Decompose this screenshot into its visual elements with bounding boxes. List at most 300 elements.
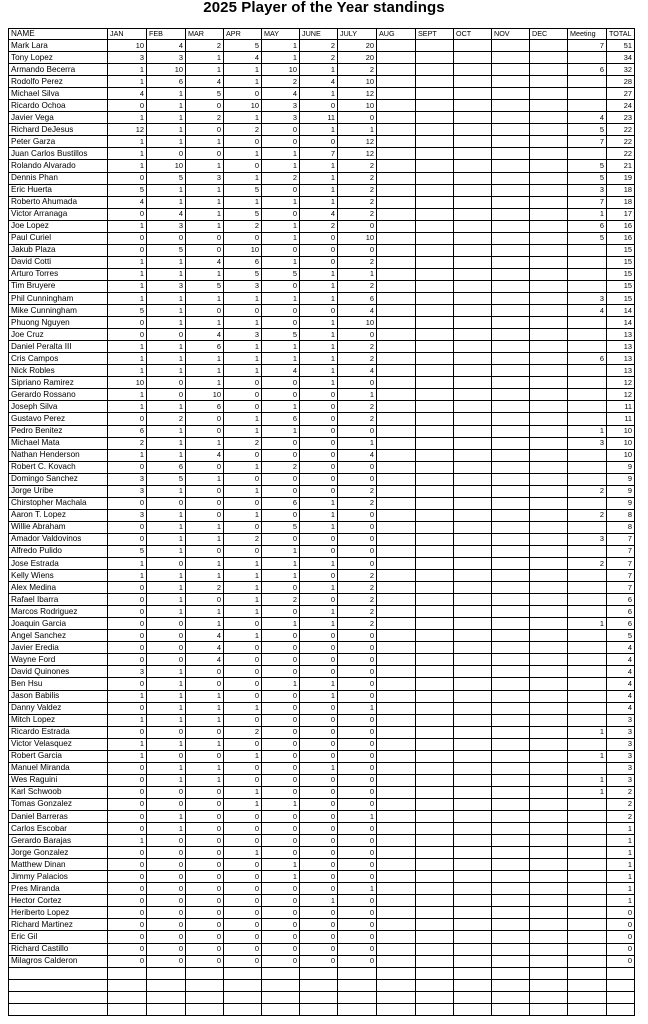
jan-cell: 0 <box>108 678 147 690</box>
feb-cell: 0 <box>147 148 186 160</box>
table-row <box>9 485 635 497</box>
nov-cell <box>492 823 530 835</box>
oct-cell <box>454 642 492 654</box>
column-header-nov: NOV <box>492 29 530 40</box>
table-row <box>9 931 635 943</box>
sept-cell <box>416 184 454 196</box>
oct-cell <box>454 244 492 256</box>
aug-cell <box>377 594 416 606</box>
june-cell: 0 <box>300 714 338 726</box>
may-cell: 0 <box>262 630 300 642</box>
aug-cell <box>377 220 416 232</box>
table-row <box>9 124 635 136</box>
june-cell: 4 <box>300 208 338 220</box>
jan-cell <box>108 967 147 979</box>
apr-cell: 1 <box>224 847 262 859</box>
nov-cell <box>492 702 530 714</box>
dec-cell <box>530 497 568 509</box>
feb-cell: 1 <box>147 425 186 437</box>
aug-cell <box>377 305 416 317</box>
mar-cell: 0 <box>186 666 224 678</box>
jan-cell: 0 <box>108 654 147 666</box>
meeting-cell <box>568 666 607 678</box>
oct-cell <box>454 100 492 112</box>
total-cell: 11 <box>607 401 635 413</box>
table-row <box>9 329 635 341</box>
june-cell: 0 <box>300 401 338 413</box>
jan-cell: 0 <box>108 955 147 967</box>
total-cell: 10 <box>607 449 635 461</box>
dec-cell <box>530 208 568 220</box>
july-cell: 12 <box>338 148 377 160</box>
june-cell: 2 <box>300 52 338 64</box>
sept-cell <box>416 895 454 907</box>
may-cell: 1 <box>262 570 300 582</box>
feb-cell: 1 <box>147 702 186 714</box>
mar-cell: 0 <box>186 124 224 136</box>
table-row <box>9 762 635 774</box>
meeting-cell: 7 <box>568 196 607 208</box>
dec-cell <box>530 413 568 425</box>
may-cell: 2 <box>262 172 300 184</box>
sept-cell <box>416 967 454 979</box>
aug-cell <box>377 907 416 919</box>
nov-cell <box>492 762 530 774</box>
player-name-cell: Chirstopher Machala <box>9 497 108 509</box>
sept-cell <box>416 521 454 533</box>
june-cell: 1 <box>300 268 338 280</box>
feb-cell: 0 <box>147 895 186 907</box>
player-name-cell <box>9 979 108 991</box>
oct-cell <box>454 738 492 750</box>
meeting-cell <box>568 594 607 606</box>
may-cell: 1 <box>262 148 300 160</box>
aug-cell <box>377 40 416 52</box>
oct-cell <box>454 823 492 835</box>
table-row <box>9 738 635 750</box>
nov-cell <box>492 40 530 52</box>
player-name-cell: Gerardo Barajas <box>9 835 108 847</box>
july-cell: 0 <box>338 847 377 859</box>
sept-cell <box>416 112 454 124</box>
table-row <box>9 317 635 329</box>
july-cell: 20 <box>338 40 377 52</box>
total-cell: 15 <box>607 292 635 304</box>
june-cell: 1 <box>300 88 338 100</box>
apr-cell: 0 <box>224 714 262 726</box>
column-header-may: MAY <box>262 29 300 40</box>
sept-cell <box>416 823 454 835</box>
jan-cell: 0 <box>108 883 147 895</box>
table-row <box>9 64 635 76</box>
aug-cell <box>377 509 416 521</box>
feb-cell: 0 <box>147 654 186 666</box>
table-row <box>9 919 635 931</box>
sept-cell <box>416 268 454 280</box>
jan-cell: 10 <box>108 40 147 52</box>
apr-cell: 0 <box>224 389 262 401</box>
aug-cell <box>377 148 416 160</box>
nov-cell <box>492 594 530 606</box>
total-cell: 23 <box>607 112 635 124</box>
june-cell: 7 <box>300 148 338 160</box>
aug-cell <box>377 750 416 762</box>
aug-cell <box>377 341 416 353</box>
oct-cell <box>454 136 492 148</box>
apr-cell: 1 <box>224 702 262 714</box>
dec-cell <box>530 521 568 533</box>
meeting-cell <box>568 931 607 943</box>
dec-cell <box>530 786 568 798</box>
june-cell: 11 <box>300 112 338 124</box>
dec-cell <box>530 112 568 124</box>
oct-cell <box>454 811 492 823</box>
table-row <box>9 702 635 714</box>
june-cell: 0 <box>300 931 338 943</box>
dec-cell <box>530 762 568 774</box>
oct-cell <box>454 979 492 991</box>
total-cell: 8 <box>607 521 635 533</box>
july-cell: 2 <box>338 172 377 184</box>
feb-cell: 0 <box>147 943 186 955</box>
july-cell: 0 <box>338 931 377 943</box>
player-name-cell: Manuel Miranda <box>9 762 108 774</box>
june-cell: 0 <box>300 256 338 268</box>
sept-cell <box>416 1003 454 1015</box>
july-cell: 0 <box>338 220 377 232</box>
apr-cell: 0 <box>224 305 262 317</box>
july-cell: 0 <box>338 955 377 967</box>
july-cell: 0 <box>338 545 377 557</box>
sept-cell <box>416 353 454 365</box>
player-name-cell: Jorge Gonzalez <box>9 847 108 859</box>
jan-cell: 1 <box>108 353 147 365</box>
oct-cell <box>454 594 492 606</box>
may-cell: 0 <box>262 449 300 461</box>
july-cell: 0 <box>338 425 377 437</box>
apr-cell: 0 <box>224 919 262 931</box>
feb-cell: 0 <box>147 377 186 389</box>
table-row <box>9 955 635 967</box>
player-name-cell: Mitch Lopez <box>9 714 108 726</box>
jan-cell: 0 <box>108 244 147 256</box>
player-name-cell: Javier Vega <box>9 112 108 124</box>
june-cell: 0 <box>300 594 338 606</box>
july-cell: 0 <box>338 726 377 738</box>
apr-cell <box>224 991 262 1003</box>
nov-cell <box>492 859 530 871</box>
feb-cell: 0 <box>147 389 186 401</box>
may-cell: 0 <box>262 726 300 738</box>
table-row <box>9 160 635 172</box>
dec-cell <box>530 630 568 642</box>
total-cell: 7 <box>607 582 635 594</box>
meeting-cell <box>568 762 607 774</box>
total-cell: 1 <box>607 859 635 871</box>
table-row <box>9 341 635 353</box>
mar-cell: 0 <box>186 413 224 425</box>
apr-cell: 2 <box>224 437 262 449</box>
aug-cell <box>377 955 416 967</box>
feb-cell: 0 <box>147 329 186 341</box>
apr-cell: 0 <box>224 642 262 654</box>
mar-cell: 1 <box>186 558 224 570</box>
table-row <box>9 811 635 823</box>
apr-cell: 0 <box>224 160 262 172</box>
player-name-cell: Phuong Nguyen <box>9 317 108 329</box>
apr-cell: 0 <box>224 497 262 509</box>
july-cell: 4 <box>338 305 377 317</box>
may-cell: 1 <box>262 160 300 172</box>
may-cell: 1 <box>262 232 300 244</box>
table-row <box>9 52 635 64</box>
aug-cell <box>377 485 416 497</box>
aug-cell <box>377 377 416 389</box>
july-cell <box>338 979 377 991</box>
apr-cell: 0 <box>224 449 262 461</box>
sept-cell <box>416 280 454 292</box>
sept-cell <box>416 196 454 208</box>
june-cell: 0 <box>300 473 338 485</box>
feb-cell: 1 <box>147 582 186 594</box>
may-cell: 0 <box>262 654 300 666</box>
table-row <box>9 449 635 461</box>
apr-cell: 1 <box>224 76 262 88</box>
total-cell: 13 <box>607 341 635 353</box>
mar-cell <box>186 979 224 991</box>
meeting-cell: 2 <box>568 509 607 521</box>
total-cell: 0 <box>607 907 635 919</box>
may-cell: 0 <box>262 690 300 702</box>
july-cell: 2 <box>338 208 377 220</box>
total-cell: 16 <box>607 232 635 244</box>
apr-cell: 2 <box>224 124 262 136</box>
oct-cell <box>454 883 492 895</box>
total-cell: 3 <box>607 726 635 738</box>
sept-cell <box>416 714 454 726</box>
player-name-cell: Richard DeJesus <box>9 124 108 136</box>
apr-cell: 1 <box>224 485 262 497</box>
sept-cell <box>416 907 454 919</box>
nov-cell <box>492 232 530 244</box>
total-cell: 0 <box>607 931 635 943</box>
aug-cell <box>377 545 416 557</box>
meeting-cell <box>568 497 607 509</box>
may-cell: 4 <box>262 365 300 377</box>
jan-cell: 10 <box>108 377 147 389</box>
nov-cell <box>492 136 530 148</box>
june-cell: 1 <box>300 895 338 907</box>
dec-cell <box>530 798 568 810</box>
june-cell: 0 <box>300 823 338 835</box>
june-cell: 0 <box>300 570 338 582</box>
nov-cell <box>492 52 530 64</box>
may-cell: 2 <box>262 461 300 473</box>
oct-cell <box>454 232 492 244</box>
aug-cell <box>377 786 416 798</box>
player-name-cell: Armando Becerra <box>9 64 108 76</box>
jan-cell: 5 <box>108 184 147 196</box>
sept-cell <box>416 377 454 389</box>
july-cell: 0 <box>338 750 377 762</box>
dec-cell <box>530 919 568 931</box>
dec-cell <box>530 196 568 208</box>
dec-cell <box>530 268 568 280</box>
dec-cell <box>530 136 568 148</box>
nov-cell <box>492 666 530 678</box>
mar-cell: 1 <box>186 52 224 64</box>
meeting-cell <box>568 955 607 967</box>
mar-cell: 6 <box>186 401 224 413</box>
table-row <box>9 654 635 666</box>
dec-cell <box>530 642 568 654</box>
aug-cell <box>377 919 416 931</box>
feb-cell: 3 <box>147 52 186 64</box>
table-row <box>9 594 635 606</box>
feb-cell: 1 <box>147 305 186 317</box>
meeting-cell <box>568 979 607 991</box>
total-cell: 13 <box>607 329 635 341</box>
june-cell: 0 <box>300 955 338 967</box>
player-name-cell: Rafael Ibarra <box>9 594 108 606</box>
jan-cell: 4 <box>108 196 147 208</box>
apr-cell: 0 <box>224 835 262 847</box>
dec-cell <box>530 811 568 823</box>
july-cell <box>338 991 377 1003</box>
oct-cell <box>454 558 492 570</box>
feb-cell: 1 <box>147 738 186 750</box>
player-name-cell: Joe Lopez <box>9 220 108 232</box>
aug-cell <box>377 811 416 823</box>
mar-cell: 1 <box>186 762 224 774</box>
nov-cell <box>492 558 530 570</box>
oct-cell <box>454 618 492 630</box>
player-name-cell: Kelly Wiens <box>9 570 108 582</box>
oct-cell <box>454 449 492 461</box>
mar-cell: 0 <box>186 823 224 835</box>
total-cell: 1 <box>607 895 635 907</box>
mar-cell: 0 <box>186 497 224 509</box>
feb-cell: 1 <box>147 317 186 329</box>
table-row <box>9 979 635 991</box>
feb-cell: 5 <box>147 172 186 184</box>
aug-cell <box>377 401 416 413</box>
dec-cell <box>530 835 568 847</box>
oct-cell <box>454 377 492 389</box>
oct-cell <box>454 919 492 931</box>
oct-cell <box>454 678 492 690</box>
player-name-cell: Marcos Rodriguez <box>9 606 108 618</box>
aug-cell <box>377 268 416 280</box>
oct-cell <box>454 329 492 341</box>
nov-cell <box>492 365 530 377</box>
sept-cell <box>416 341 454 353</box>
meeting-cell <box>568 148 607 160</box>
player-name-cell: Peter Garza <box>9 136 108 148</box>
july-cell <box>338 1003 377 1015</box>
dec-cell <box>530 425 568 437</box>
apr-cell: 1 <box>224 353 262 365</box>
apr-cell: 1 <box>224 750 262 762</box>
sept-cell <box>416 148 454 160</box>
sept-cell <box>416 618 454 630</box>
total-cell: 27 <box>607 88 635 100</box>
nov-cell <box>492 509 530 521</box>
total-cell <box>607 967 635 979</box>
oct-cell <box>454 774 492 786</box>
jan-cell: 1 <box>108 220 147 232</box>
sept-cell <box>416 798 454 810</box>
table-row <box>9 798 635 810</box>
july-cell: 0 <box>338 919 377 931</box>
june-cell: 0 <box>300 859 338 871</box>
june-cell: 0 <box>300 786 338 798</box>
jan-cell: 6 <box>108 425 147 437</box>
dec-cell <box>530 533 568 545</box>
player-name-cell: Rolando Alvarado <box>9 160 108 172</box>
dec-cell <box>530 256 568 268</box>
jan-cell: 1 <box>108 738 147 750</box>
jan-cell: 1 <box>108 750 147 762</box>
player-name-cell: Tomas Gonzalez <box>9 798 108 810</box>
mar-cell: 1 <box>186 533 224 545</box>
feb-cell: 0 <box>147 931 186 943</box>
june-cell: 0 <box>300 485 338 497</box>
table-row <box>9 1003 635 1015</box>
june-cell: 0 <box>300 244 338 256</box>
mar-cell: 1 <box>186 473 224 485</box>
total-cell: 9 <box>607 497 635 509</box>
meeting-cell: 5 <box>568 232 607 244</box>
meeting-cell: 1 <box>568 750 607 762</box>
player-name-cell: Domingo Sanchez <box>9 473 108 485</box>
player-name-cell: David Quinones <box>9 666 108 678</box>
june-cell: 4 <box>300 76 338 88</box>
sept-cell <box>416 533 454 545</box>
sept-cell <box>416 64 454 76</box>
table-row <box>9 991 635 1003</box>
total-cell: 9 <box>607 473 635 485</box>
july-cell: 2 <box>338 196 377 208</box>
aug-cell <box>377 437 416 449</box>
june-cell: 0 <box>300 798 338 810</box>
mar-cell: 0 <box>186 931 224 943</box>
meeting-cell <box>568 317 607 329</box>
may-cell: 1 <box>262 40 300 52</box>
aug-cell <box>377 582 416 594</box>
june-cell: 1 <box>300 377 338 389</box>
june-cell: 1 <box>300 64 338 76</box>
dec-cell <box>530 389 568 401</box>
jan-cell: 0 <box>108 413 147 425</box>
meeting-cell: 1 <box>568 726 607 738</box>
total-cell: 0 <box>607 955 635 967</box>
nov-cell <box>492 570 530 582</box>
apr-cell: 0 <box>224 955 262 967</box>
dec-cell <box>530 714 568 726</box>
jan-cell: 0 <box>108 774 147 786</box>
may-cell: 0 <box>262 184 300 196</box>
table-row <box>9 100 635 112</box>
sept-cell <box>416 642 454 654</box>
may-cell: 0 <box>262 124 300 136</box>
mar-cell: 0 <box>186 883 224 895</box>
feb-cell: 1 <box>147 268 186 280</box>
july-cell: 2 <box>338 582 377 594</box>
aug-cell <box>377 124 416 136</box>
oct-cell <box>454 750 492 762</box>
nov-cell <box>492 497 530 509</box>
